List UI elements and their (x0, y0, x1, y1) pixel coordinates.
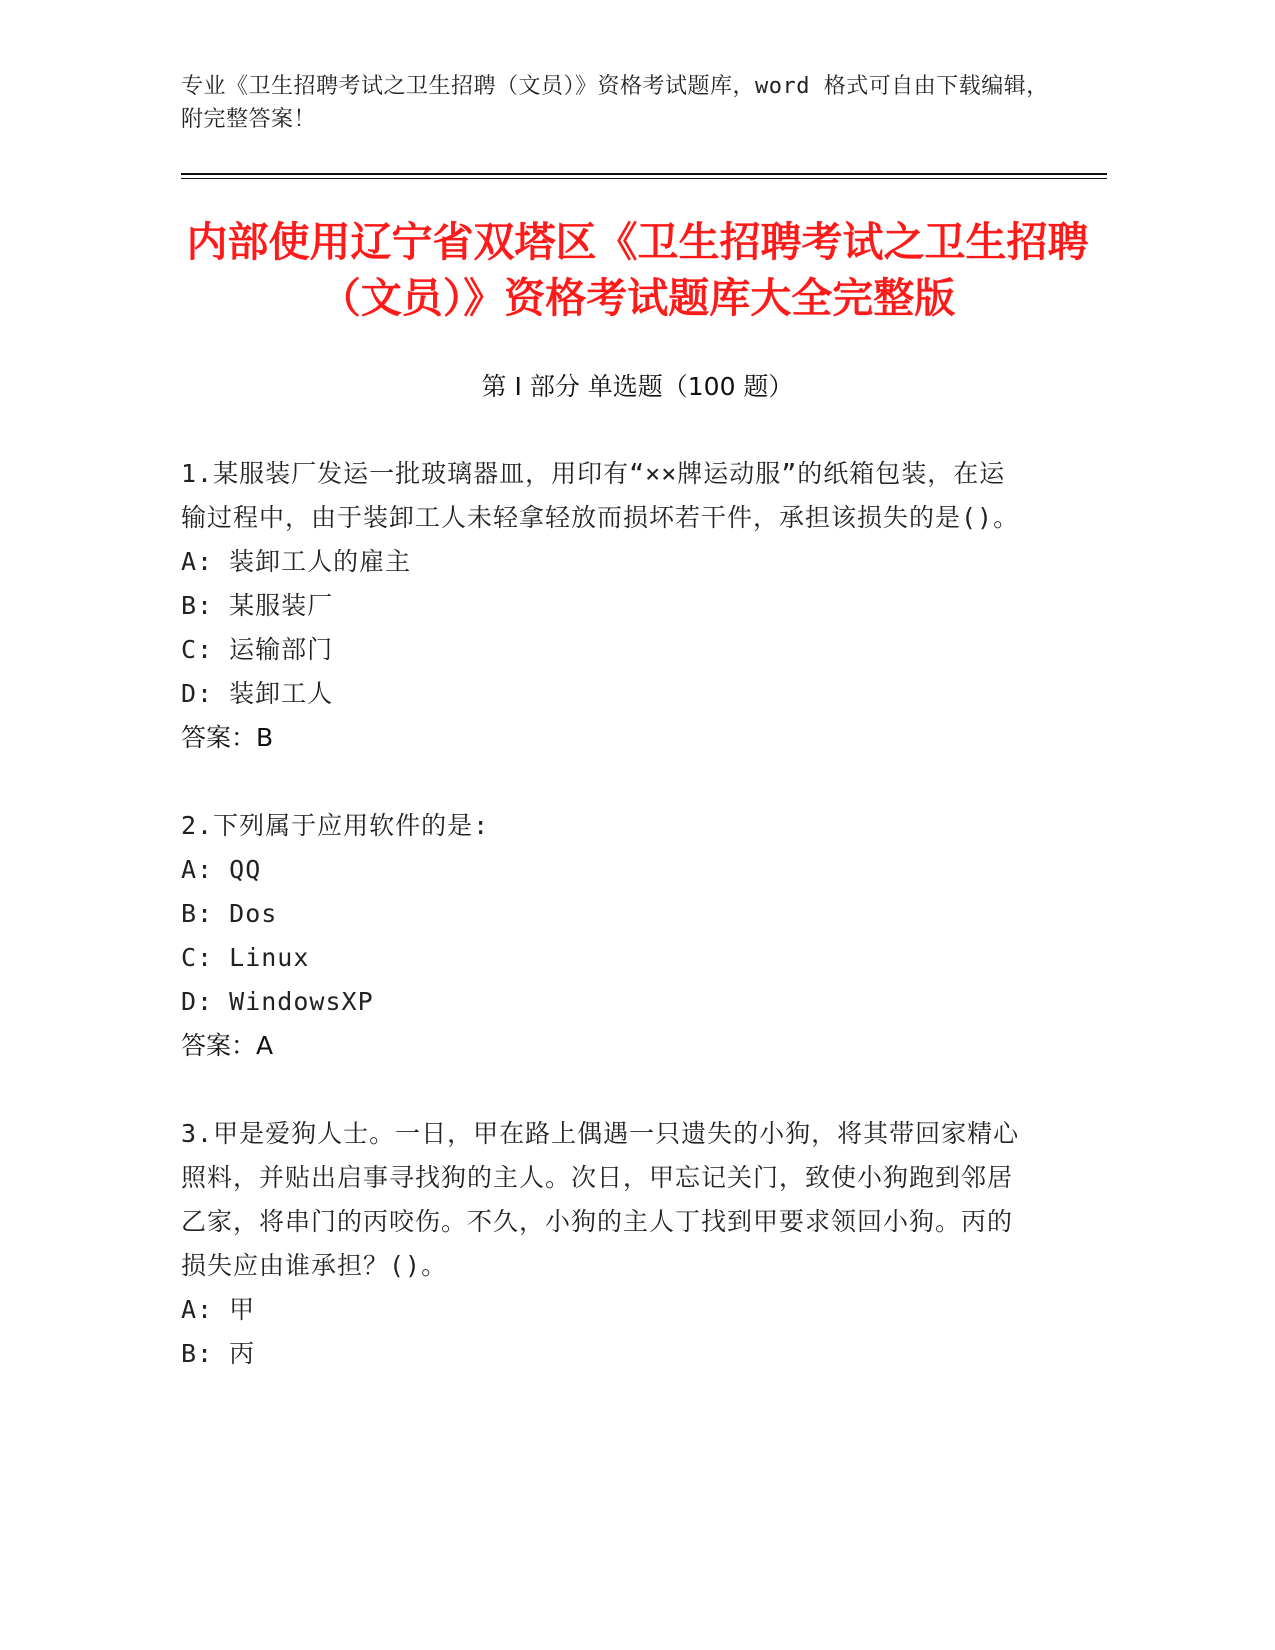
option-b: B: 某服装厂 (181, 591, 334, 620)
section-title: 第 I 部分 单选题（100 题） (481, 372, 794, 401)
answer-line: 答案：B (181, 723, 274, 752)
option-a: A: 装卸工人的雇主 (181, 547, 412, 576)
header-divider-thin (181, 178, 1107, 179)
option-b: B: Dos (181, 899, 278, 928)
option-a: A: QQ (181, 855, 262, 884)
question-3 (181, 1112, 1021, 1376)
header-divider-thick (181, 173, 1107, 175)
document-title: 内部使用辽宁省双塔区《卫生招聘考试之卫生招聘（文员）》资格考试题库大全完整版 (186, 218, 1089, 322)
option-d: D: WindowsXP (181, 987, 374, 1016)
question-stem: 2.下列属于应用软件的是: (181, 811, 490, 840)
option-b: B: 丙 (181, 1339, 256, 1368)
header-note: 专业《卫生招聘考试之卫生招聘（文员）》资格考试题库，word 格式可自由下载编辑，附完整答案！ (181, 74, 1049, 132)
option-a: A: 甲 (181, 1295, 256, 1324)
option-c: C: 运输部门 (181, 635, 334, 664)
question-list (181, 452, 1021, 1420)
option-c: C: Linux (181, 943, 310, 972)
question-2 (181, 804, 1021, 1068)
option-d: D: 装卸工人 (181, 679, 334, 708)
question-stem: 3.甲是爱狗人士。一日，甲在路上偶遇一只遗失的小狗，将其带回家精心照料，并贴出启事寻找狗的主人。次日，甲忘记关门，致使小狗跑到邻居乙家，将串门的丙咬伤。不久，小狗的主人丁找到甲要求领回小狗。丙的损失应由谁承担？()。 (181, 1119, 1020, 1280)
question-1 (181, 452, 1021, 760)
question-stem: 1.某服装厂发运一批玻璃器皿，用印有“××牌运动服”的纸箱包装，在运输过程中，由于装卸工人未轻拿轻放而损坏若干件，承担该损失的是()。 (181, 459, 1020, 532)
answer-line: 答案：A (181, 1031, 274, 1060)
